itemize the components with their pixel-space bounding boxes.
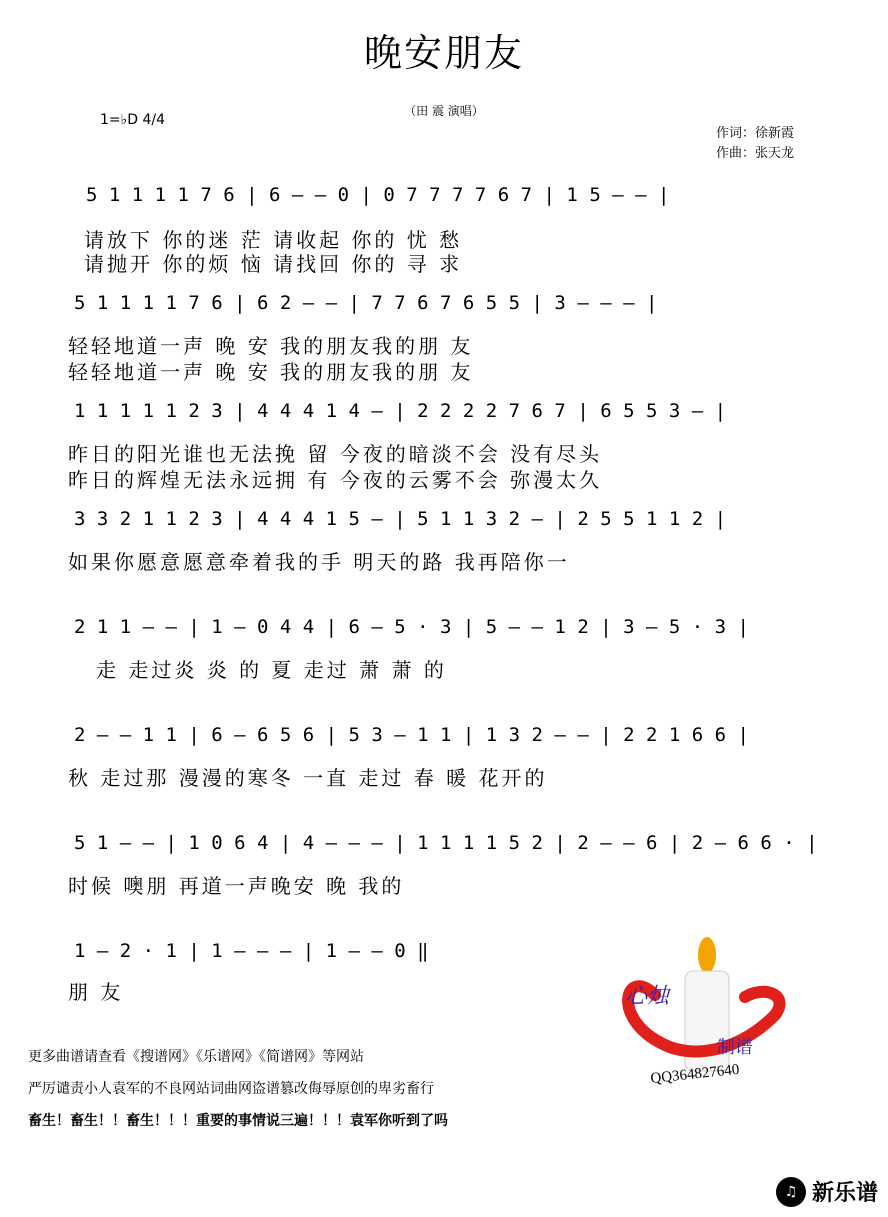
lyric-line: 秋 走过那 漫漫的寒冬 一直 走过 春 暖 花开的 xyxy=(68,766,548,790)
footer-line-1: 更多曲谱请查看《搜谱网》《乐谱网》《简谱网》等网站 xyxy=(28,1049,364,1065)
watermark-qq: QQ364827640 xyxy=(649,1061,741,1087)
lyric-line: 如果你愿意愿意牵着我的手 明天的路 我再陪你一 xyxy=(68,550,570,574)
lyric-line: 昨日的阳光谁也无法挽 留 今夜的暗淡不会 没有尽头 xyxy=(68,442,603,466)
notation-line: 5 1 – – | 1 0 6 4 | 4 – – – | 1 1 1 1 5 2 | 2 – – 6 | 2 – 6 6 · | xyxy=(74,832,818,854)
composer: 作曲：张天龙 xyxy=(716,146,795,161)
lyric-line: 昨日的辉煌无法永远拥 有 今夜的云雾不会 弥漫太久 xyxy=(68,468,603,492)
lyric-line: 请抛开 你的烦 恼 请找回 你的 寻 求 xyxy=(84,252,463,276)
song-title: 晚安朋友 xyxy=(363,31,524,75)
notation-line: 5 1 1 1 1 7 6 | 6 – – 0 | 0 7 7 7 7 6 7 | 1 5 – – | xyxy=(86,184,670,206)
notation-line: 5 1 1 1 1 7 6 | 6 2 – – | 7 7 6 7 6 5 5 | 3 – – – | xyxy=(74,292,658,314)
site-logo[interactable] xyxy=(776,1176,878,1207)
notation-line: 2 1 1 – – | 1 – 0 4 4 | 6 – 5 · 3 | 5 – – 1 2 | 3 – 5 · 3 | xyxy=(74,616,749,638)
notation-line: 3 3 2 1 1 2 3 | 4 4 4 1 5 – | 5 1 1 3 2 – | 2 5 5 1 1 2 | xyxy=(74,508,727,530)
candle-watermark xyxy=(615,925,795,1090)
footer-line-2: 严厉谴责小人袁军的不良网站词曲网盗谱篡改侮辱原创的卑劣畜行 xyxy=(28,1081,434,1097)
lyric-line: 朋 友 xyxy=(68,980,124,1004)
notation-line: 2 – – 1 1 | 6 – 6 5 6 | 5 3 – 1 1 | 1 3 2 – – | 2 2 1 6 6 | xyxy=(74,724,749,746)
watermark-text-2: 制谱 xyxy=(717,1037,753,1058)
lyric-line: 请放下 你的迷 茫 请收起 你的 忧 愁 xyxy=(84,228,463,252)
watermark-text-1: 心烛 xyxy=(625,983,670,1008)
footer-line-3: 畜生！畜生！！畜生！！！重要的事情说三遍！！！袁军你听到了吗 xyxy=(28,1113,448,1129)
lyric-line: 走 走过炎 炎 的 夏 走过 萧 萧 的 xyxy=(96,658,447,682)
notation-line: 1 – 2 · 1 | 1 – – – | 1 – – 0 ‖ xyxy=(74,940,429,962)
flame-icon xyxy=(698,937,716,973)
logo-disc-icon: ♫ xyxy=(776,1177,806,1207)
key-signature: 1=♭D 4/4 xyxy=(100,112,166,128)
lyric-line: 轻轻地道一声 晚 安 我的朋友我的朋 友 xyxy=(68,360,474,384)
lyric-line: 时候 噢朋 再道一声晚安 晚 我的 xyxy=(68,874,405,898)
lyric-line: 轻轻地道一声 晚 安 我的朋友我的朋 友 xyxy=(68,334,474,358)
lyricist: 作词：徐新霞 xyxy=(716,126,795,141)
singer-credit: （田 震 演唱） xyxy=(404,104,484,118)
notation-line: 1 1 1 1 1 2 3 | 4 4 4 1 4 – | 2 2 2 2 7 6 7 | 6 5 5 3 – | xyxy=(74,400,727,422)
credits xyxy=(716,124,794,164)
logo-text: 新乐谱 xyxy=(811,1181,878,1206)
